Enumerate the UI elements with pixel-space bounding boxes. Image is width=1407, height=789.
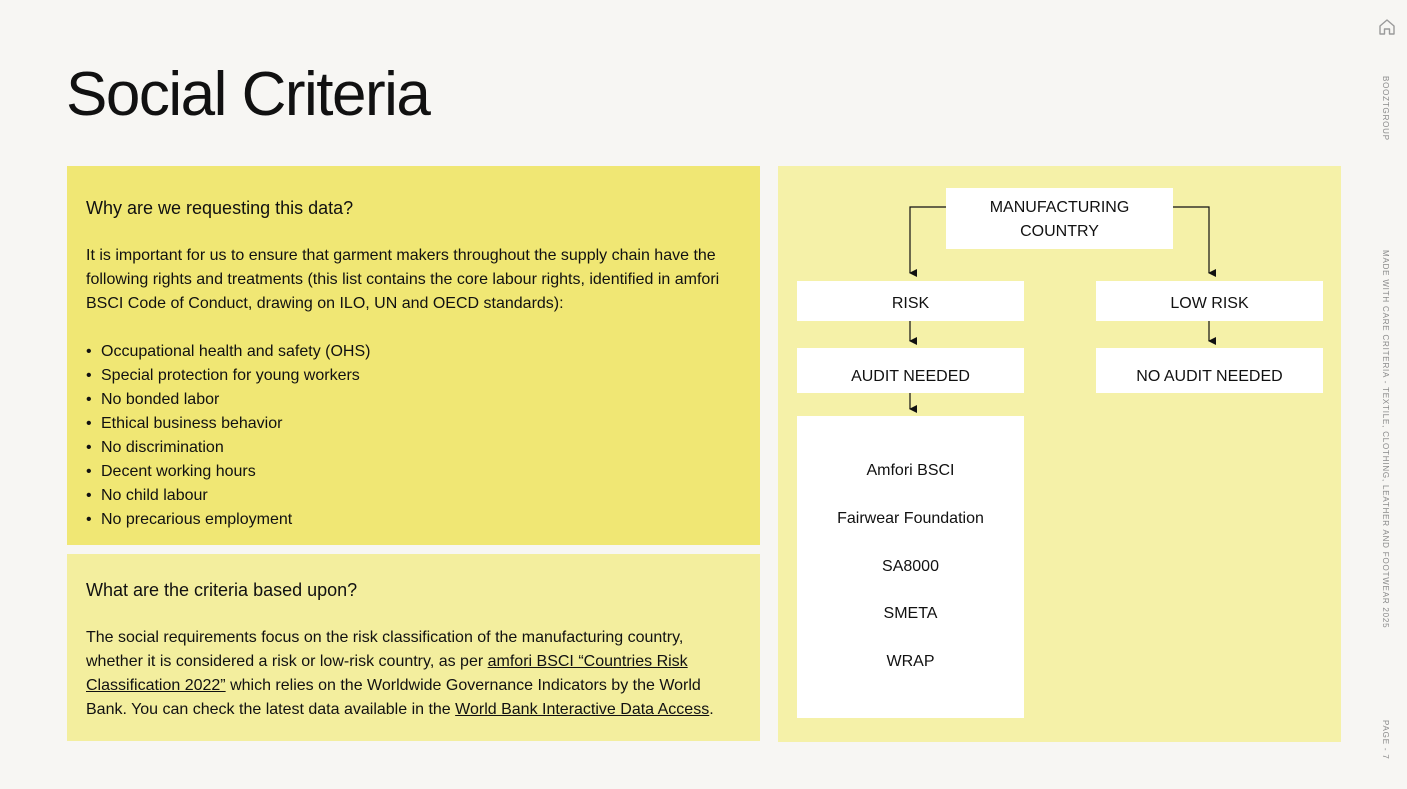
list-item: • No discrimination	[86, 436, 741, 460]
list-item: • Occupational health and safety (OHS)	[86, 340, 741, 364]
connector-arrow	[910, 207, 946, 273]
node-low-risk	[1096, 281, 1323, 321]
list-item: • No precarious employment	[86, 508, 741, 532]
node-standards	[797, 416, 1024, 718]
node-risk	[797, 281, 1024, 321]
node-label: MANUFACTURING COUNTRY	[989, 198, 1130, 240]
list-item: • Ethical business behavior	[86, 412, 741, 436]
node-no-audit-needed	[1096, 348, 1323, 393]
node-label: AUDIT NEEDED	[851, 367, 970, 385]
criteria-text-part: .	[709, 701, 714, 718]
standard-item: SA8000	[882, 557, 939, 575]
node-label: LOW RISK	[1170, 295, 1249, 312]
node-label: NO AUDIT NEEDED	[1136, 367, 1283, 385]
criteria-text-part: The social requirements focus on the risk classification of the manufacturing country, whether it is considered a risk or low-risk country, as per	[86, 629, 684, 670]
brand-label: BOOZTGROUP	[1381, 76, 1390, 141]
rights-list	[86, 340, 741, 532]
world-bank-data-link[interactable]: World Bank Interactive Data Access	[455, 701, 710, 718]
connector-arrow	[1173, 207, 1209, 273]
standard-item: Amfori BSCI	[866, 462, 955, 479]
list-item: • Decent working hours	[86, 460, 741, 484]
document-name: MADE WITH CARE CRITERIA - TEXTILE, CLOTHING, LEATHER AND FOOTWEAR 2025	[1381, 250, 1390, 629]
page-number: PAGE - 7	[1381, 720, 1390, 760]
list-item: • No bonded labor	[86, 388, 741, 412]
criteria-heading: What are the criteria based upon?	[86, 580, 358, 600]
criteria-panel	[67, 554, 760, 741]
node-audit-needed	[797, 348, 1024, 393]
criteria-text-part: which relies on the Worldwide Governance Indicators by the World Bank. You can check the latest data available in the	[86, 677, 701, 718]
page-title: Social Criteria	[66, 60, 430, 129]
list-item: • No child labour	[86, 484, 741, 508]
why-panel	[67, 166, 760, 545]
home-icon[interactable]	[1377, 17, 1397, 37]
standard-item: Fairwear Foundation	[837, 509, 984, 527]
flowchart	[778, 166, 1341, 742]
why-intro: It is important for us to ensure that garment makers throughout the supply chain have the following rights and treatments (this list contains the core labour rights, identified in amfori BSCI Code of Conduct, drawing on ILO, UN and OECD standards):	[86, 247, 720, 312]
list-item: • Special protection for young workers	[86, 364, 741, 388]
amfori-risk-classification-link[interactable]: amfori BSCI “Countries Risk Classification 2022”	[86, 653, 688, 694]
why-heading: Why are we requesting this data?	[86, 198, 354, 218]
node-manufacturing-country	[946, 188, 1173, 249]
standard-item: WRAP	[886, 653, 935, 670]
criteria-text	[86, 626, 741, 722]
standard-item: SMETA	[883, 605, 938, 623]
node-label: RISK	[891, 295, 930, 312]
